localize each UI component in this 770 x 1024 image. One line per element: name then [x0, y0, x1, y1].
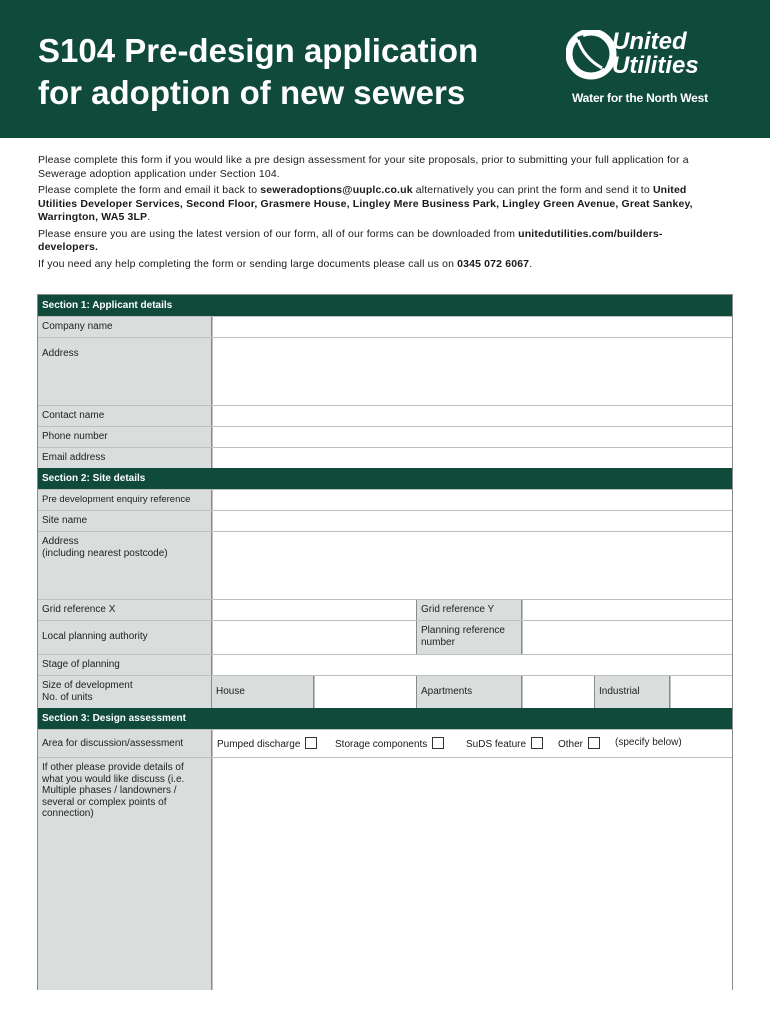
other-details-field[interactable]: [212, 758, 732, 990]
house-units-field[interactable]: [314, 676, 416, 708]
company-name-field[interactable]: [212, 317, 732, 337]
site-name-row: [38, 510, 732, 531]
email-address-row: [38, 447, 732, 468]
intro-paragraph-2: Please complete the form and email it back to seweradoptions@uuplc.co.uk alternatively you can print the form and send it to United Utilities Developer Services, Second Floor, Grasmere House, Lingley Mere Business Park, Lingley Green Avenue, Great Sankey, Warrington, WA5 3LP.: [38, 184, 693, 223]
address-row: [38, 337, 732, 405]
size-of-development-label: Size of development No. of units: [38, 676, 212, 708]
phone-number-label: Phone number: [38, 427, 212, 447]
page-title: S104 Pre-design application for adoption of new sewers: [38, 32, 479, 111]
storage-components-checkbox[interactable]: [432, 737, 444, 749]
local-planning-label: Local planning authority: [38, 621, 212, 654]
company-name-row: [38, 316, 732, 337]
local-planning-field[interactable]: [212, 621, 416, 654]
site-name-field[interactable]: [212, 511, 732, 531]
address-field[interactable]: [212, 338, 732, 405]
section-3-header: Section 3: Design assessment: [38, 708, 732, 729]
planning-ref-label: Planning reference number: [416, 621, 522, 654]
grid-y-field[interactable]: [522, 600, 732, 620]
logo-tagline: Water for the North West: [572, 91, 708, 105]
stage-of-planning-label: Stage of planning: [38, 655, 212, 675]
suds-feature-option: SuDS feature: [466, 737, 543, 750]
postal-address: United Utilities Developer Services, Second Floor, Grasmere House, Lingley Mere Business Park, Lingley Green Avenue, Great Sankey, Warrington, WA5 3LP: [38, 184, 693, 223]
pumped-discharge-checkbox[interactable]: [305, 737, 317, 749]
contact-email-link[interactable]: seweradoptions@uuplc.co.uk: [260, 184, 413, 196]
email-address-label: Email address: [38, 448, 212, 468]
section-1-header: Section 1: Applicant details: [38, 295, 732, 316]
industrial-label: Industrial: [594, 676, 670, 708]
phone-number-field[interactable]: [212, 427, 732, 447]
intro-text: [38, 154, 718, 274]
contact-name-label: Contact name: [38, 406, 212, 426]
stage-of-planning-row: [38, 654, 732, 675]
planning-row: [38, 620, 732, 654]
suds-feature-checkbox[interactable]: [531, 737, 543, 749]
intro-paragraph-4: If you need any help completing the form or sending large documents please call us on 0345 072 6067.: [38, 257, 533, 270]
apartments-label: Apartments: [416, 676, 522, 708]
grid-reference-row: [38, 599, 732, 620]
area-discussion-options: [212, 730, 732, 757]
other-details-row: [38, 757, 732, 989]
stage-of-planning-field[interactable]: [212, 655, 732, 675]
email-address-field[interactable]: [212, 448, 732, 468]
company-name-label: Company name: [38, 317, 212, 337]
pre-dev-ref-field[interactable]: [212, 490, 732, 510]
house-label: House: [212, 676, 314, 708]
pumped-discharge-option: Pumped discharge: [217, 737, 317, 750]
site-address-row: [38, 531, 732, 599]
contact-name-field[interactable]: [212, 406, 732, 426]
other-details-label: If other please provide details of what you would like discuss (i.e. Multiple phases / landowners / several or complex points of connection): [38, 758, 212, 990]
grid-x-field[interactable]: [212, 600, 416, 620]
storage-components-option: Storage components: [335, 737, 444, 750]
intro-paragraph-3: Please ensure you are using the latest version of our form, all of our forms can be downloaded from unitedutilities.com/builders-developers.: [38, 227, 663, 253]
pre-dev-ref-row: [38, 489, 732, 510]
industrial-units-field[interactable]: [670, 676, 732, 708]
grid-x-label: Grid reference X: [38, 600, 212, 620]
application-form: [37, 294, 733, 990]
forms-download-link[interactable]: unitedutilities.com/builders-developers.: [38, 227, 663, 253]
apartments-units-field[interactable]: [522, 676, 594, 708]
logo-wordmark: United Utilities: [612, 28, 699, 79]
area-discussion-row: [38, 729, 732, 757]
site-name-label: Site name: [38, 511, 212, 531]
pre-dev-ref-label: Pre development enquiry reference: [38, 490, 212, 510]
grid-y-label: Grid reference Y: [416, 600, 522, 620]
size-of-development-row: [38, 675, 732, 708]
site-address-label: Address (including nearest postcode): [38, 532, 212, 599]
area-discussion-label: Area for discussion/assessment: [38, 730, 212, 757]
contact-name-row: [38, 405, 732, 426]
intro-paragraph-1: Please complete this form if you would like a pre design assessment for your site proposals, prior to submitting your full application for a Sewerage adoption application under Section 104.: [38, 154, 689, 180]
specify-below-note: (specify below): [615, 737, 682, 748]
page-header: [0, 0, 770, 138]
address-label: Address: [38, 338, 212, 405]
planning-ref-field[interactable]: [522, 621, 732, 654]
other-checkbox[interactable]: [588, 737, 600, 749]
other-option: Other: [558, 737, 600, 750]
help-phone-number: 0345 072 6067: [457, 257, 530, 270]
section-2-header: Section 2: Site details: [38, 468, 732, 489]
site-address-field[interactable]: [212, 532, 732, 599]
phone-number-row: [38, 426, 732, 447]
